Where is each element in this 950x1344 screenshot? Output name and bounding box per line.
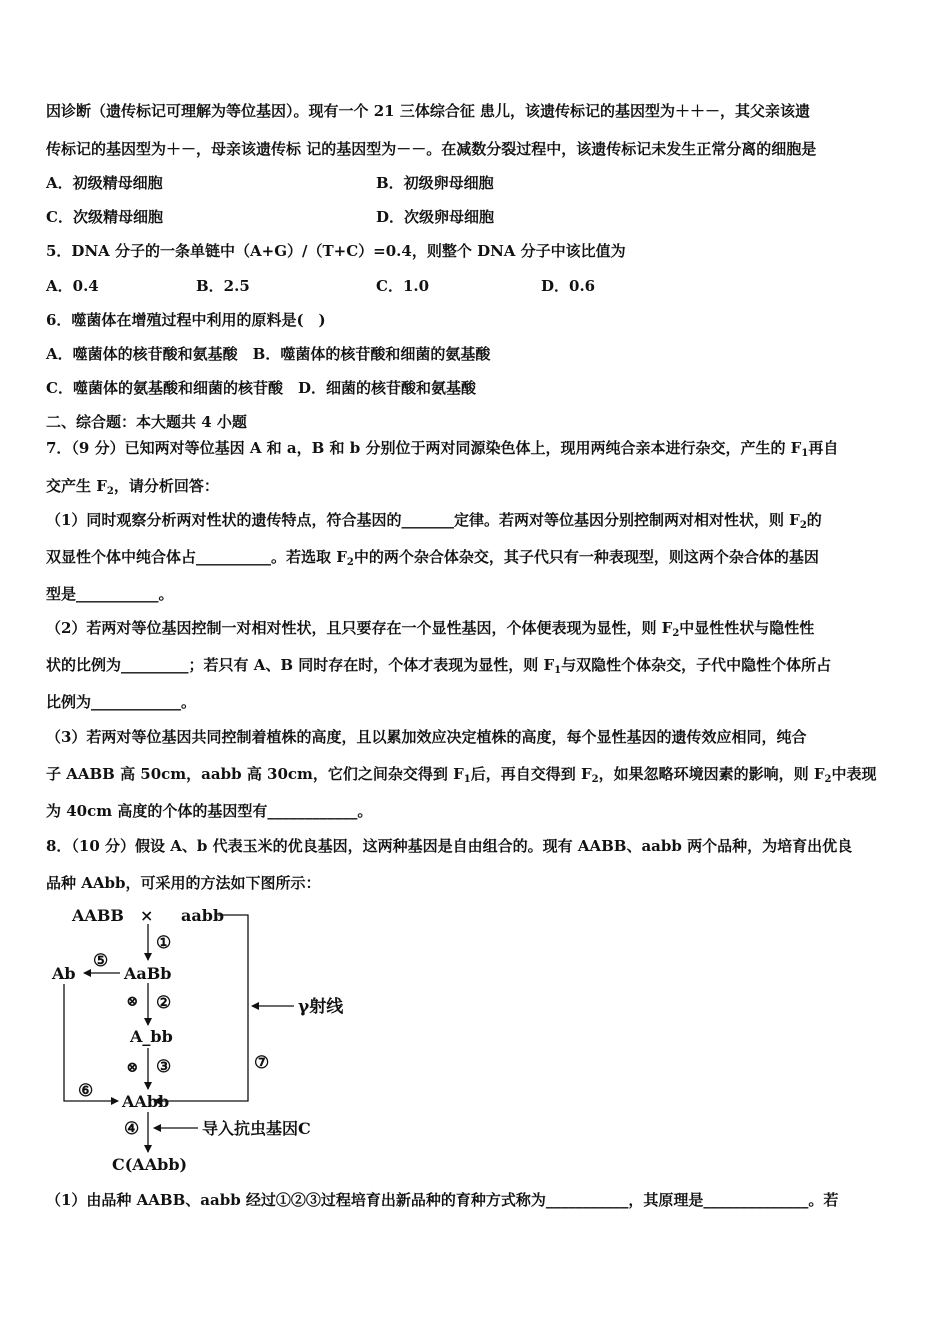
step-5-label: ⑤ — [93, 951, 109, 971]
cross-symbol: × — [140, 906, 154, 925]
q8-part1-line1: （1）由品种 AABB、aabb 经过①②③过程培育出新品种的育种方式称为___________，其原理是______________。若 — [46, 1191, 839, 1209]
parent-aabb-dominant: AABB — [72, 906, 124, 925]
q4-stem-line1: 因诊断（遗传标记可理解为等位基因）。现有一个 21 三体综合征 患儿，该遗传标记的基因型为＋＋－，其父亲该遗 — [46, 102, 811, 120]
selfing-symbol-3: ⊗ — [126, 1058, 139, 1076]
q7-part2-line1: （2）若两对等位基因控制一对相对性状，且只要存在一个显性基因，个体便表现为显性，则 $F_2$中显性性状与隐性性 — [46, 619, 815, 639]
q4-option-c: C．次级精母细胞 — [46, 208, 163, 226]
q7-stem-line1: 7．（9 分）已知两对等位基因 A 和 a，B 和 b 分别位于两对同源染色体上，现用两纯合亲本进行杂交，产生的 $F_1$再自 — [46, 439, 839, 459]
parent-aabb-recessive: aabb — [181, 906, 225, 925]
f1-genotype: AaBb — [124, 964, 172, 983]
q7-part1-line3: 型是___________。 — [46, 585, 174, 603]
q7-stem-line2: 交产生 $F_2$，请分析回答： — [46, 477, 219, 497]
gamma-ray-label: γ射线 — [298, 997, 344, 1017]
q6-options-cd: C．噬菌体的氨基酸和细菌的核苷酸 D．细菌的核苷酸和氨基酸 — [46, 379, 476, 397]
q4-stem-line2: 传标记的基因型为＋－，母亲该遗传标 记的基因型为－－。在减数分裂过程中，该遗传标记未发生正常分离的细胞是 — [46, 140, 817, 158]
q7-part2-line2: 状的比例为_________；若只有 A、B 同时存在时，个体才表现为显性，则 $F_1$与双隐性个体杂交，子代中隐性个体所占 — [46, 656, 832, 676]
q6-options-ab: A．噬菌体的核苷酸和氨基酸 B．噬菌体的核苷酸和细菌的氨基酸 — [46, 345, 491, 363]
step-2-label: ② — [156, 993, 172, 1013]
step-3-label: ③ — [156, 1057, 172, 1077]
final-genotype: C(AAbb) — [112, 1155, 188, 1174]
q5-option-b: B．2.5 — [196, 277, 250, 295]
q8-stem-line2: 品种 AAbb，可采用的方法如下图所示： — [46, 874, 321, 892]
q4-option-a: A．初级精母细胞 — [46, 174, 163, 192]
step-4-label: ④ — [124, 1119, 140, 1139]
step-7-label: ⑦ — [254, 1053, 270, 1073]
q4-option-b: B．初级卵母细胞 — [376, 174, 494, 192]
step-1-label: ① — [156, 933, 172, 953]
breeding-diagram — [46, 900, 366, 1180]
q7-part3-line1: （3）若两对等位基因共同控制着植株的高度，且以累加效应决定植株的高度，每个显性基因的遗传效应相同，纯合 — [46, 728, 807, 746]
q5-option-a: A．0.4 — [46, 277, 99, 295]
q7-part1-line2: 双显性个体中纯合体占__________。若选取 $F_2$中的两个杂合体杂交，其子代只有一种表现型，则这两个杂合体的基因 — [46, 548, 819, 568]
step-6-label: ⑥ — [78, 1081, 94, 1101]
q7-part3-line3: 为 40cm 高度的个体的基因型有____________。 — [46, 802, 373, 820]
q8-stem-line1: 8．（10 分）假设 A、b 代表玉米的优良基因，这两种基因是自由组合的。现有 AABB、aabb 两个品种，为培育出优良 — [46, 837, 853, 855]
f2-genotype: A_bb — [130, 1027, 173, 1046]
q7-part1-line1: （1）同时观察分析两对性状的遗传特点，符合基因的_______定律。若两对等位基因分别控制两对相对性状，则 $F_2$的 — [46, 511, 822, 531]
target-genotype: AAbb — [122, 1092, 170, 1111]
haploid-genotype: Ab — [52, 964, 76, 983]
q6-stem: 6．噬菌体在增殖过程中利用的原料是( ) — [46, 311, 326, 329]
q4-option-d: D．次级卵母细胞 — [376, 208, 495, 226]
q5-option-c: C．1.0 — [376, 277, 430, 295]
q5-stem: 5．DNA 分子的一条单链中（A+G）/（T+C）=0.4，则整个 DNA 分子中该比值为 — [46, 242, 626, 260]
transgene-label: 导入抗虫基因C — [202, 1119, 311, 1138]
q5-option-d: D．0.6 — [541, 277, 596, 295]
section-heading: 二、综合题：本大题共 4 小题 — [46, 413, 247, 431]
q7-part2-line3: 比例为____________。 — [46, 693, 197, 711]
q7-part3-line2: 子 AABB 高 50cm，aabb 高 30cm，它们之间杂交得到 $F_1$后，再自交得到 $F_2$，如果忽略环境因素的影响，则 $F_2$中表现 — [46, 765, 877, 785]
selfing-symbol-2: ⊗ — [126, 992, 139, 1010]
